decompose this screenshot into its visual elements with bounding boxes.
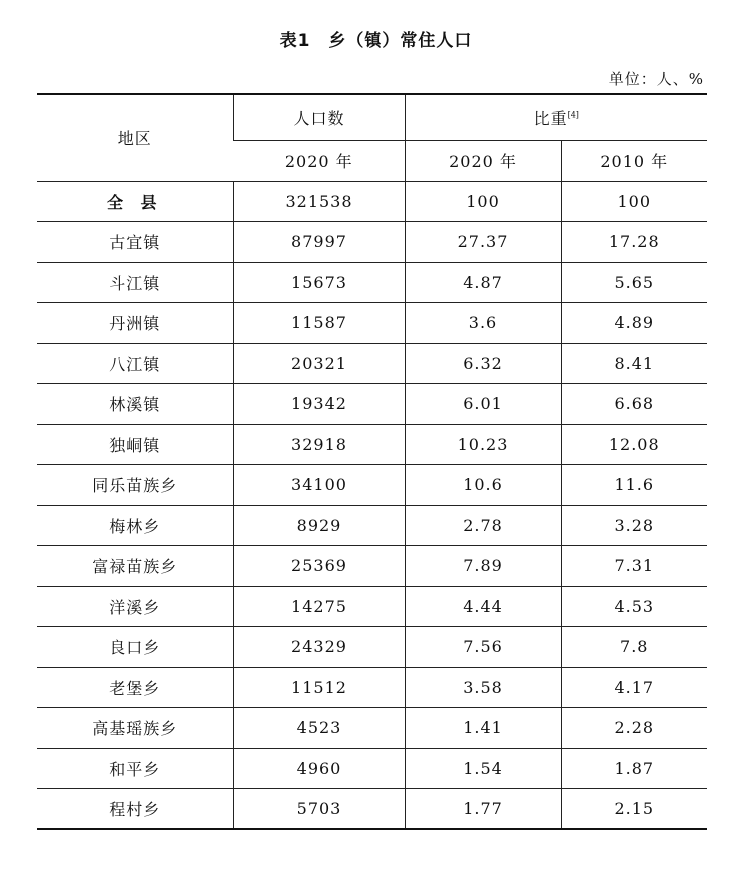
header-region: 地区 xyxy=(37,94,233,181)
proportion-2020-cell: 7.56 xyxy=(405,627,561,668)
proportion-2010-cell: 12.08 xyxy=(561,424,707,465)
proportion-2020-cell: 100 xyxy=(405,181,561,222)
proportion-2020-cell: 7.89 xyxy=(405,546,561,587)
population-2020-cell: 20321 xyxy=(233,343,405,384)
header-pop-2020: 2020 年 xyxy=(233,140,405,181)
table-row xyxy=(37,627,707,668)
table-row xyxy=(37,343,707,384)
header-prop-2010: 2010 年 xyxy=(561,140,707,181)
proportion-2010-cell: 4.53 xyxy=(561,586,707,627)
proportion-2010-cell: 17.28 xyxy=(561,222,707,263)
proportion-2010-cell: 8.41 xyxy=(561,343,707,384)
population-2020-cell: 321538 xyxy=(233,181,405,222)
proportion-2020-cell: 1.41 xyxy=(405,708,561,749)
table-row xyxy=(37,667,707,708)
table-title: 表1 乡（镇）常住人口 xyxy=(279,31,473,51)
table-row xyxy=(37,262,707,303)
table-row xyxy=(37,181,707,222)
population-2020-cell: 25369 xyxy=(233,546,405,587)
population-table xyxy=(37,93,707,830)
region-cell: 高基瑶族乡 xyxy=(37,708,233,749)
proportion-2010-cell: 3.28 xyxy=(561,505,707,546)
region-cell: 程村乡 xyxy=(37,789,233,830)
region-cell: 斗江镇 xyxy=(37,262,233,303)
table-body xyxy=(37,181,707,829)
table-row xyxy=(37,303,707,344)
table-row xyxy=(37,505,707,546)
proportion-2010-cell: 4.89 xyxy=(561,303,707,344)
proportion-2020-cell: 3.58 xyxy=(405,667,561,708)
proportion-2020-cell: 6.01 xyxy=(405,384,561,425)
proportion-2010-cell: 2.28 xyxy=(561,708,707,749)
population-2020-cell: 15673 xyxy=(233,262,405,303)
region-cell: 古宜镇 xyxy=(37,222,233,263)
table-row xyxy=(37,424,707,465)
population-2020-cell: 4523 xyxy=(233,708,405,749)
region-cell: 老堡乡 xyxy=(37,667,233,708)
proportion-2020-cell: 1.54 xyxy=(405,748,561,789)
table-row xyxy=(37,546,707,587)
region-cell: 梅林乡 xyxy=(37,505,233,546)
table-row xyxy=(37,748,707,789)
proportion-2020-cell: 6.32 xyxy=(405,343,561,384)
table-row xyxy=(37,586,707,627)
unit-label: 单位：人、% xyxy=(608,70,704,88)
population-2020-cell: 5703 xyxy=(233,789,405,830)
proportion-2020-cell: 2.78 xyxy=(405,505,561,546)
region-cell: 全 县 xyxy=(37,181,233,222)
population-2020-cell: 24329 xyxy=(233,627,405,668)
region-cell: 同乐苗族乡 xyxy=(37,465,233,506)
proportion-2010-cell: 5.65 xyxy=(561,262,707,303)
population-2020-cell: 34100 xyxy=(233,465,405,506)
proportion-2020-cell: 1.77 xyxy=(405,789,561,830)
region-cell: 和平乡 xyxy=(37,748,233,789)
proportion-2010-cell: 100 xyxy=(561,181,707,222)
population-2020-cell: 4960 xyxy=(233,748,405,789)
header-population: 人口数 xyxy=(233,94,405,140)
table-row xyxy=(37,384,707,425)
region-cell: 独峒镇 xyxy=(37,424,233,465)
header-proportion xyxy=(405,94,707,140)
proportion-2020-cell: 27.37 xyxy=(405,222,561,263)
proportion-2010-cell: 7.31 xyxy=(561,546,707,587)
population-2020-cell: 32918 xyxy=(233,424,405,465)
table-row xyxy=(37,465,707,506)
proportion-2010-cell: 2.15 xyxy=(561,789,707,830)
population-2020-cell: 87997 xyxy=(233,222,405,263)
population-2020-cell: 14275 xyxy=(233,586,405,627)
proportion-2010-cell: 11.6 xyxy=(561,465,707,506)
table-row xyxy=(37,708,707,749)
proportion-2010-cell: 1.87 xyxy=(561,748,707,789)
region-cell: 林溪镇 xyxy=(37,384,233,425)
proportion-2020-cell: 10.23 xyxy=(405,424,561,465)
proportion-2020-cell: 4.44 xyxy=(405,586,561,627)
table-row xyxy=(37,222,707,263)
footnote-marker: [4] xyxy=(567,110,579,120)
proportion-2010-cell: 6.68 xyxy=(561,384,707,425)
region-cell: 丹洲镇 xyxy=(37,303,233,344)
population-2020-cell: 8929 xyxy=(233,505,405,546)
population-2020-cell: 11512 xyxy=(233,667,405,708)
proportion-2020-cell: 3.6 xyxy=(405,303,561,344)
proportion-2020-cell: 10.6 xyxy=(405,465,561,506)
header-proportion-label: 比重 xyxy=(533,108,568,128)
table-row xyxy=(37,789,707,830)
population-2020-cell: 11587 xyxy=(233,303,405,344)
population-2020-cell: 19342 xyxy=(233,384,405,425)
region-cell: 洋溪乡 xyxy=(37,586,233,627)
proportion-2010-cell: 4.17 xyxy=(561,667,707,708)
region-cell: 八江镇 xyxy=(37,343,233,384)
proportion-2010-cell: 7.8 xyxy=(561,627,707,668)
region-cell: 富禄苗族乡 xyxy=(37,546,233,587)
header-prop-2020: 2020 年 xyxy=(405,140,561,181)
region-cell: 良口乡 xyxy=(37,627,233,668)
proportion-2020-cell: 4.87 xyxy=(405,262,561,303)
